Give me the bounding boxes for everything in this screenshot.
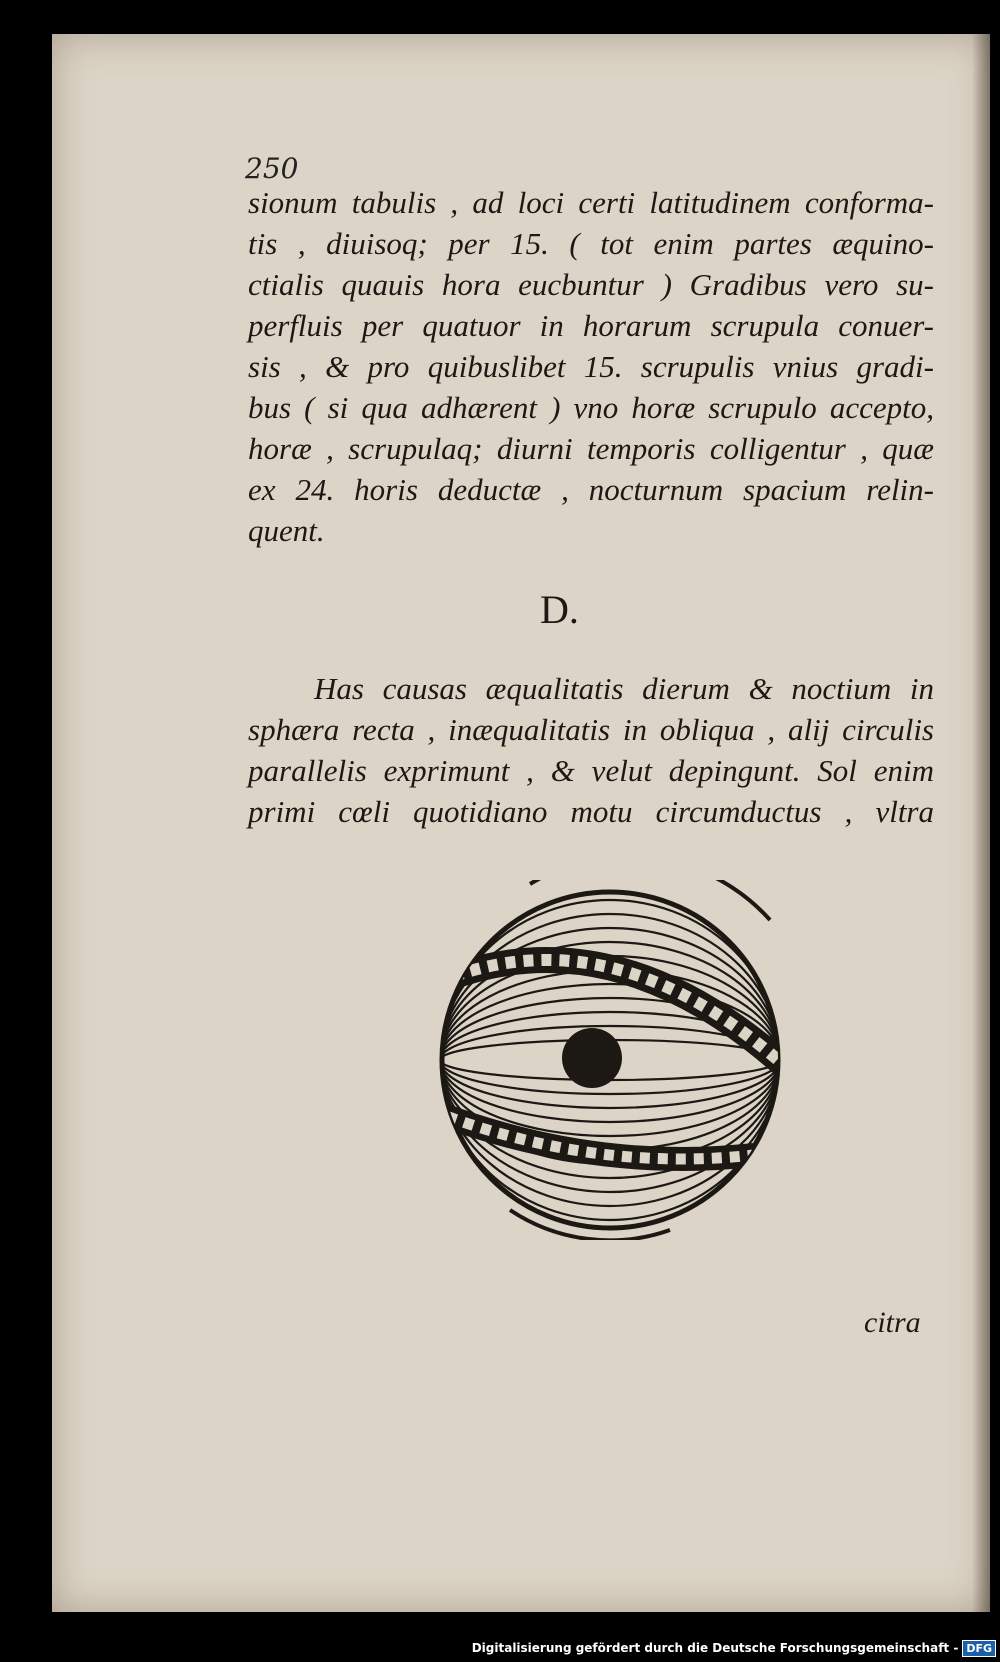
section-heading: D. — [540, 587, 579, 632]
footer-credit — [472, 1638, 996, 1658]
text-line: ctialis quauis hora eucbuntur ) Gradibus vero su- — [248, 267, 934, 302]
text-line: tis , diuisoq; per 15. ( tot enim partes æquino- — [248, 226, 934, 261]
text-line: quent. — [248, 513, 325, 548]
credit-text: Digitalisierung gefördert durch die Deutsche Forschungsgemeinschaft - — [471, 1641, 959, 1655]
catchword: citra — [864, 1306, 921, 1339]
text-line: bus ( si qua adhærent ) vno horæ scrupulo accepto, — [248, 390, 934, 425]
page-number: 250 — [245, 152, 299, 185]
dfg-logo: DFG — [962, 1640, 996, 1657]
paragraph-1 — [248, 182, 934, 551]
text-line: horæ , scrupulaq; diurni temporis colligentur , quæ — [248, 431, 934, 466]
text-line: sphæra recta , inæqualitatis in obliqua , alij circulis — [248, 712, 934, 747]
armillary-sphere-woodcut-icon — [410, 880, 810, 1240]
text-line: Has causas æqualitatis dierum & noctium in — [314, 671, 934, 706]
text-line: perfluis per quatuor in horarum scrupula conuer- — [248, 308, 934, 343]
text-line: parallelis exprimunt , & velut depingunt. Sol enim — [248, 753, 934, 788]
text-line: sionum tabulis , ad loci certi latitudinem conforma- — [248, 185, 934, 220]
paragraph-2 — [248, 668, 934, 832]
text-line: sis , & pro quibuslibet 15. scrupulis vnius gradi- — [248, 349, 934, 384]
text-line: ex 24. horis deductæ , nocturnum spacium relin- — [248, 472, 934, 507]
text-line: primi cœli quotidiano motu circumductus , vltra — [248, 794, 934, 829]
